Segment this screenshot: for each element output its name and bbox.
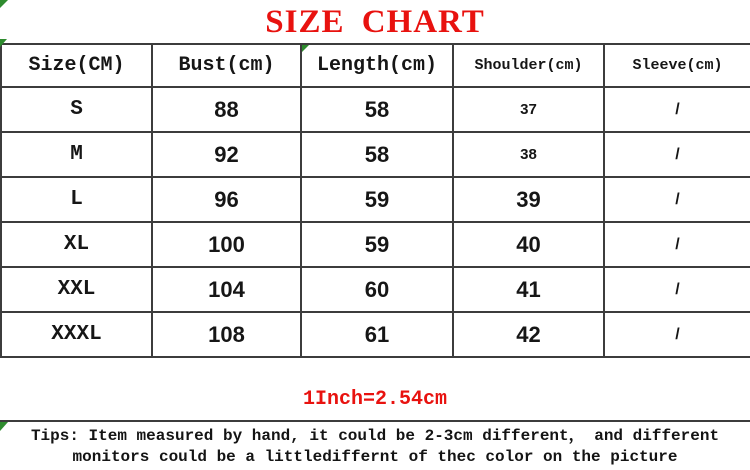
table-row [1,222,750,267]
cell-sleeve: / [604,87,750,132]
cell-size: M [1,132,152,177]
tips-line-2: monitors could be a littlediffernt of thec color on the picture [72,448,678,466]
cell-size: L [1,177,152,222]
cell-bust: 88 [152,87,301,132]
header-size: Size(CM) [1,44,152,87]
header-length: Length(cm) [301,44,453,87]
cell-length: 58 [301,87,453,132]
cell-size: S [1,87,152,132]
cell-size: XXL [1,267,152,312]
cell-shoulder: 40 [453,222,604,267]
cell-length: 59 [301,222,453,267]
cell-bust: 104 [152,267,301,312]
table-row [1,312,750,357]
cell-size: XL [1,222,152,267]
cell-sleeve: / [604,177,750,222]
cell-length: 59 [301,177,453,222]
table-row [1,177,750,222]
cell-bust: 100 [152,222,301,267]
cell-length: 60 [301,267,453,312]
cell-bust: 92 [152,132,301,177]
table-row [1,87,750,132]
cell-bust: 96 [152,177,301,222]
table-row [1,132,750,177]
cell-shoulder: 39 [453,177,604,222]
cell-length: 58 [301,132,453,177]
cell-shoulder: 41 [453,267,604,312]
cell-sleeve: / [604,132,750,177]
cell-shoulder: 42 [453,312,604,357]
table-row [1,267,750,312]
tips-line-1: Tips: Item measured by hand, it could be 2-3cm different， and different [30,427,720,445]
tips-text [0,426,750,468]
cell-sleeve: / [604,222,750,267]
inch-conversion-note: 1Inch=2.54cm [302,388,448,411]
table-header-row [1,44,750,87]
cell-shoulder: 37 [453,87,604,132]
header-shoulder: Shoulder(cm) [453,44,604,87]
size-table [0,43,750,358]
cell-sleeve: / [604,267,750,312]
header-sleeve: Sleeve(cm) [604,44,750,87]
cell-size: XXXL [1,312,152,357]
header-bust: Bust(cm) [152,44,301,87]
cell-sleeve: / [604,312,750,357]
cell-bust: 108 [152,312,301,357]
cell-length: 61 [301,312,453,357]
divider-line [0,420,750,422]
page-title: SIZE CHART [265,4,485,40]
cell-shoulder: 38 [453,132,604,177]
